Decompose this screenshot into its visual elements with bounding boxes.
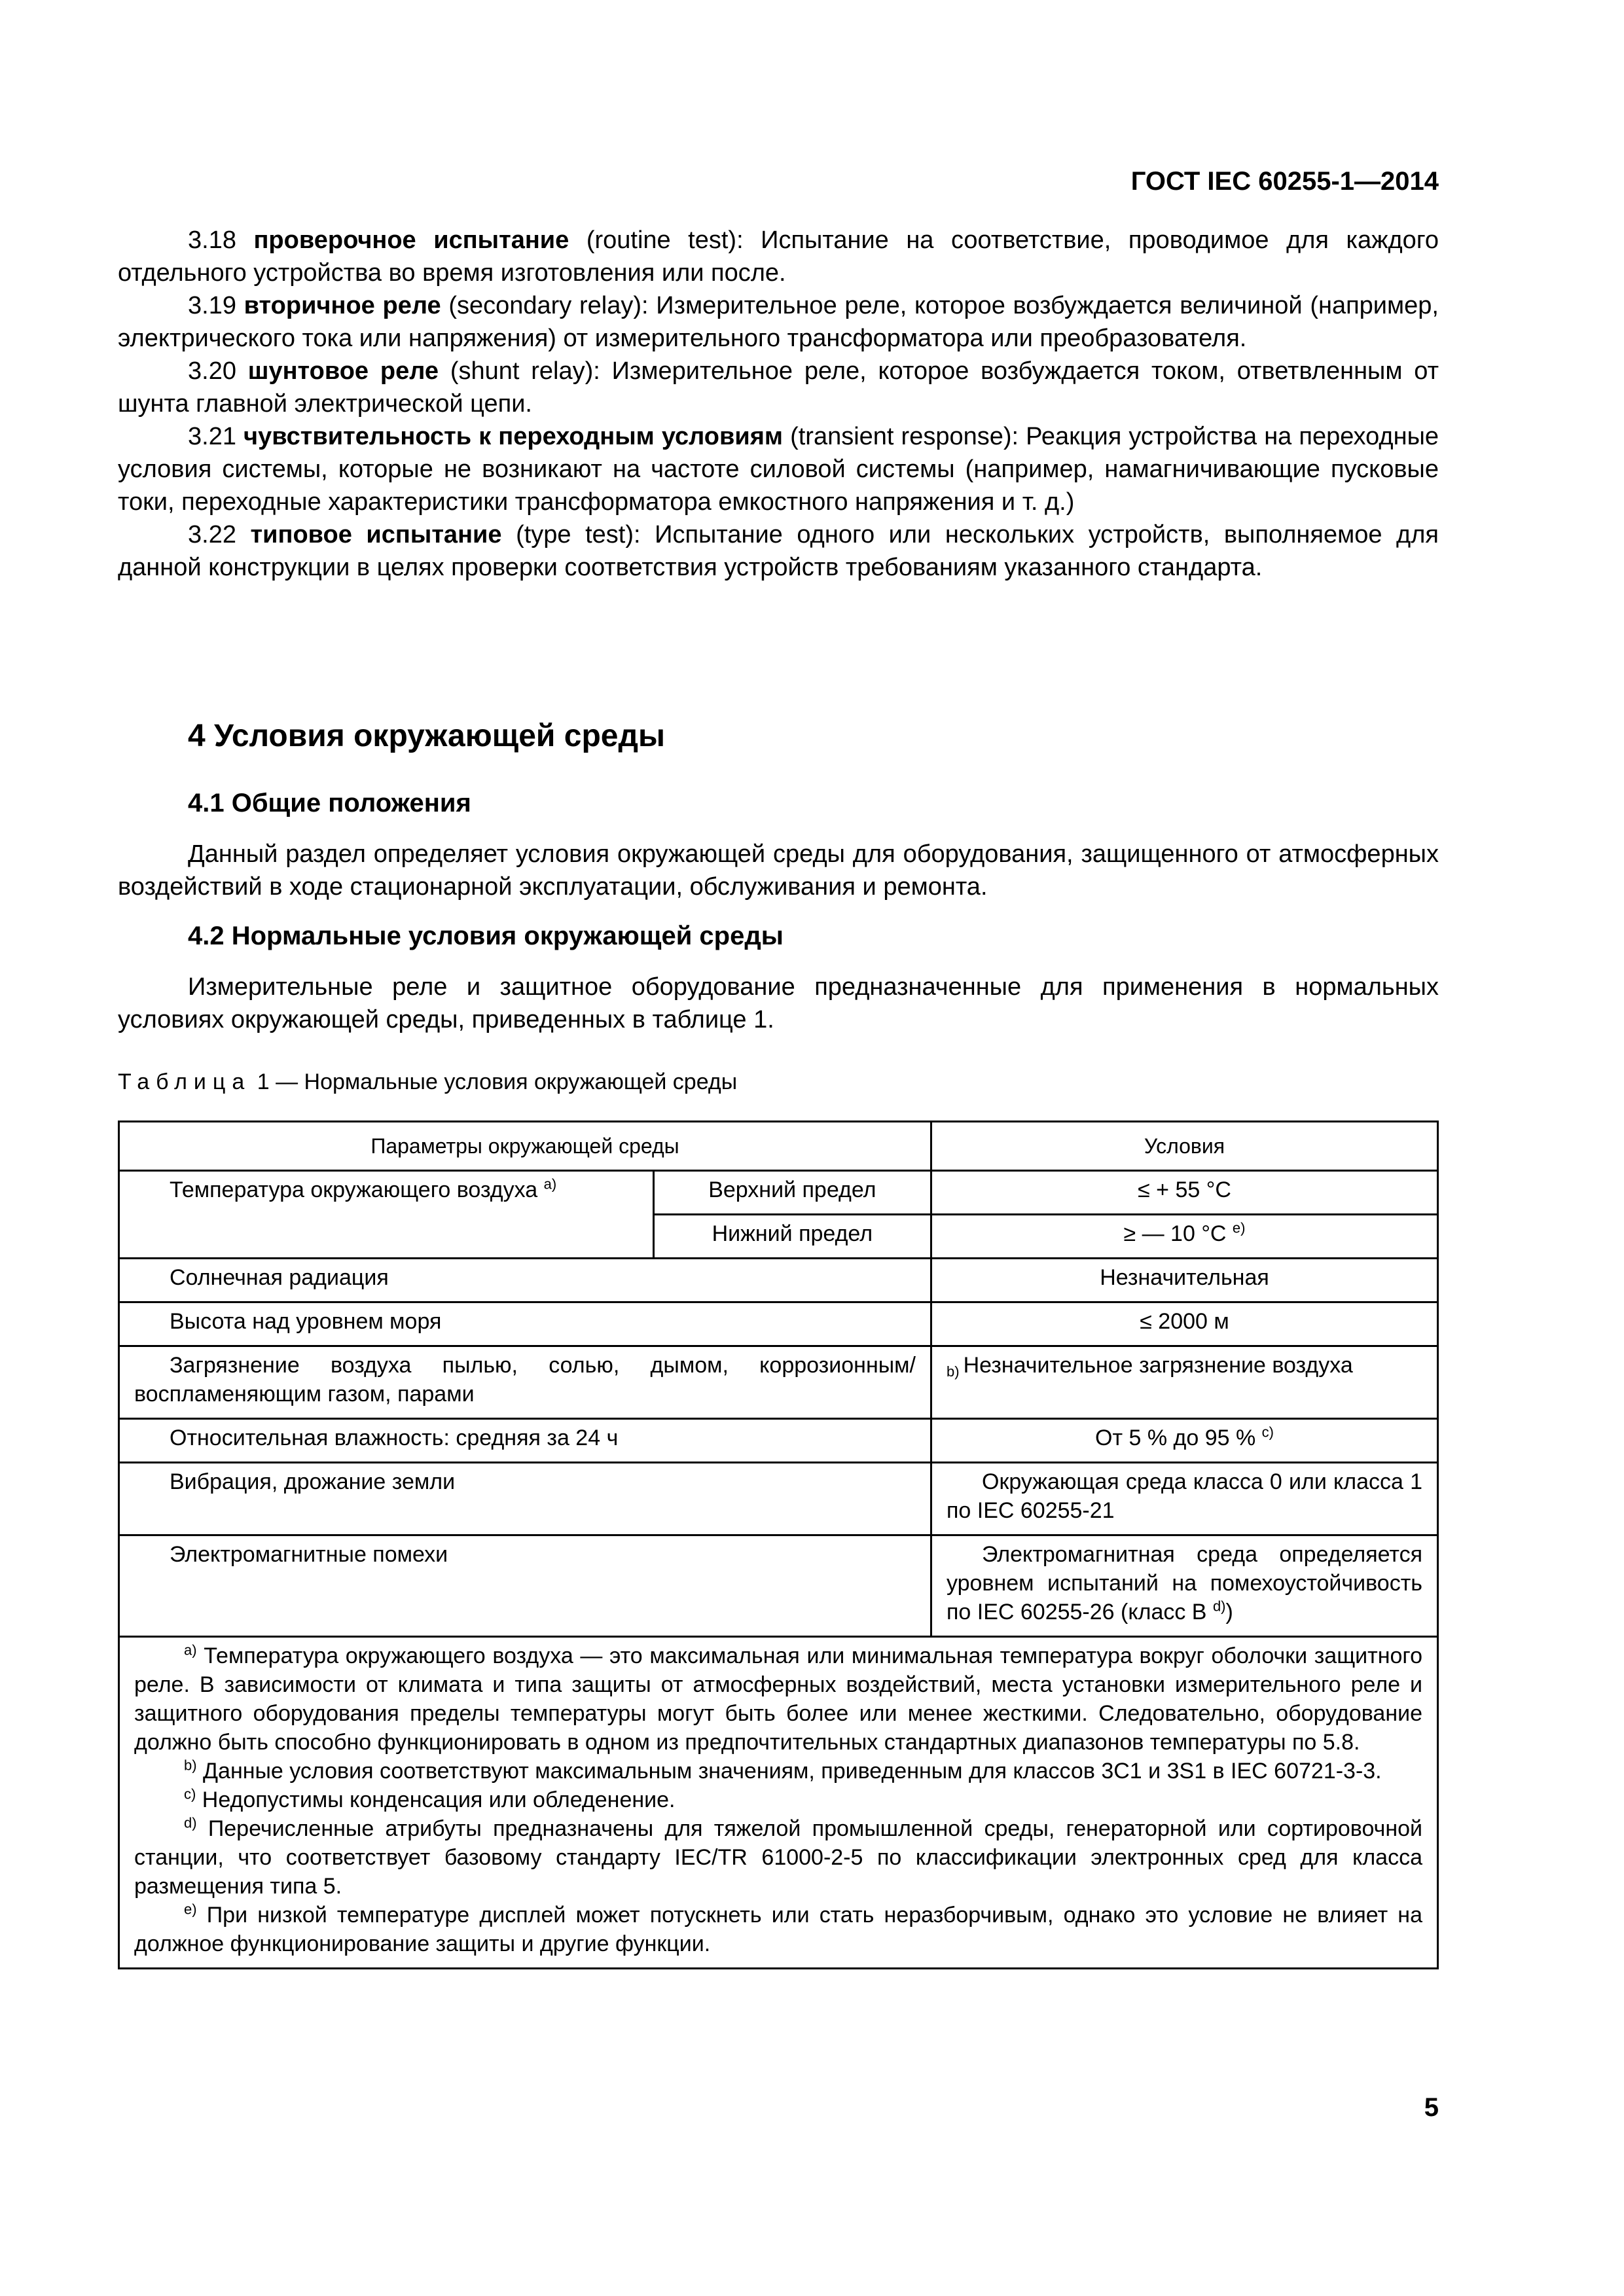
footnote-ref-e: e) — [1232, 1219, 1246, 1236]
humidity-cell — [931, 1419, 1438, 1463]
footnote-text: Температура окружающего воздуха — это максимальная или минимальная температура вокруг оболочки защитного реле. В зависимости от климата и типа защиты от атмосферных воздействий, места установки измерительного реле и защитного оборудования пределы температуры могут быть более или менее жесткими. Следовательно, оборудование должно быть способно функционировать в одном из предпочтительных стандартных диапазонов температуры по 5.8. — [134, 1643, 1422, 1755]
lower-limit-value: ≥ — 10 °С — [1123, 1221, 1227, 1246]
emi-close: ) — [1225, 1600, 1233, 1624]
humidity-value: От 5 % до 95 % — [1095, 1426, 1256, 1450]
table-row — [119, 1302, 1438, 1346]
altitude-label: Высота над уровнем моря — [119, 1302, 931, 1346]
lower-limit-cell — [931, 1215, 1438, 1259]
definition-text: : Реакция устройства на переходные условия системы, которые не возникают на частоте силовой системы (например, намагничивающие пусковые токи, переходные характеристики трансформатора емкостного напряжения и т. д.) — [118, 423, 1439, 516]
definition-number: 3.21 — [188, 423, 236, 450]
definition-3-20 — [118, 355, 1439, 420]
footnote-ref-c: c) — [1261, 1424, 1274, 1441]
definition-text: : Испытание на соответствие, проводимое для каждого отдельного устройства во время изготовления или после. — [118, 226, 1439, 287]
section-4-1-title: 4.1 Общие положения — [188, 789, 471, 817]
definition-english: (transient response) — [790, 423, 1012, 450]
footnote-ref-b: b) — [947, 1363, 960, 1380]
pollution-value: Незначительное загрязнение воздуха — [963, 1353, 1353, 1378]
environment-conditions-table — [118, 1121, 1439, 1969]
lower-limit-label: Нижний предел — [653, 1215, 931, 1259]
definition-number: 3.20 — [188, 357, 236, 385]
definition-english: (routine test) — [586, 226, 737, 254]
humidity-label: Относительная влажность: средняя за 24 ч — [119, 1419, 931, 1463]
page-number: 5 — [1424, 2093, 1439, 2122]
solar-label: Солнечная радиация — [119, 1259, 931, 1302]
footnote-text: Данные условия соответствуют максимальным значениям, приведенным для классов 3C1 и 3S1 в IEC 60721-3-3. — [196, 1759, 1382, 1784]
definition-english: (type test) — [516, 521, 634, 548]
definition-english: (shunt relay) — [450, 357, 594, 385]
definition-term: чувствительность к переходным условиям — [244, 423, 783, 450]
definition-text: : Измерительное реле, которое возбуждается током, ответвленным от шунта главной электрической цепи. — [118, 357, 1439, 418]
footnote-a — [134, 1641, 1422, 1757]
upper-limit-label: Верхний предел — [653, 1171, 931, 1215]
upper-limit-value: ≤ + 55 °С — [931, 1171, 1438, 1215]
footnote-text: Перечисленные атрибуты предназначены для тяжелой промышленной среды, генераторной или сортировочной станции, что соответствует базовому стандарту IEC/TR 61000-2-5 по классификации электронных сред для класса размещения типа 5. — [134, 1816, 1422, 1899]
footnote-mark: e) — [184, 1901, 197, 1918]
table-row — [119, 1419, 1438, 1463]
table-caption — [118, 1069, 737, 1095]
definition-term: шунтовое реле — [247, 357, 439, 385]
footnote-text: Недопустимы конденсация или обледенение. — [196, 1787, 676, 1812]
footnote-mark: d) — [184, 1814, 197, 1831]
definition-term: вторичное реле — [244, 292, 441, 319]
header-conditions: Условия — [931, 1122, 1438, 1171]
section-4-2-text: Измерительные реле и защитное оборудование предназначенные для применения в нормальных условиях окружающей среды, приведенных в таблице 1. — [118, 973, 1439, 1033]
emi-cell — [931, 1535, 1438, 1637]
temp-param-cell — [119, 1171, 654, 1259]
definitions-block — [118, 224, 1439, 584]
footnote-mark: a) — [184, 1641, 197, 1659]
document-id: ГОСТ IEC 60255-1—2014 — [1130, 167, 1439, 196]
table-row — [119, 1346, 1438, 1419]
emi-label: Электромагнитные помехи — [119, 1535, 931, 1637]
definition-english: (secondary relay) — [448, 292, 642, 319]
altitude-value: ≤ 2000 м — [931, 1302, 1438, 1346]
temp-label: Температура окружающего воздуха — [170, 1177, 538, 1202]
definition-3-22 — [118, 518, 1439, 584]
footnote-text: При низкой температуре дисплей может потускнеть или стать неразборчивым, однако это условие не влияет на должное функционирование защиты и другие функции. — [134, 1903, 1422, 1956]
table-caption-text: 1 — Нормальные условия окружающей среды — [251, 1069, 738, 1094]
definition-number: 3.18 — [188, 226, 236, 254]
section-4-title: 4 Условия окружающей среды — [188, 719, 665, 753]
definition-3-21 — [118, 420, 1439, 518]
vibration-value: Окружающая среда класса 0 или класса 1 по IEC 60255-21 — [931, 1463, 1438, 1535]
solar-value: Незначительная — [931, 1259, 1438, 1302]
section-4-1-text: Данный раздел определяет условия окружающей среды для оборудования, защищенного от атмосферных воздействий в ходе стационарной эксплуатации, обслуживания и ремонта. — [118, 840, 1439, 901]
table-row — [119, 1171, 1438, 1215]
header-parameters: Параметры окружающей среды — [119, 1122, 931, 1171]
definition-text: : Испытание одного или нескольких устройств, выполняемое для данной конструкции в целях проверки соответствия устройств требованиям указанного стандарта. — [118, 521, 1439, 581]
footnote-c — [134, 1785, 1422, 1814]
definition-3-18 — [118, 224, 1439, 289]
definition-text: : Измерительное реле, которое возбуждается величиной (например, электрического тока или напряжения) от измерительного трансформатора или преобразователя. — [118, 292, 1439, 352]
pollution-cell — [931, 1346, 1438, 1419]
definition-term: проверочное испытание — [253, 226, 569, 254]
footnote-ref-a: a) — [543, 1175, 557, 1193]
table-header-row — [119, 1122, 1438, 1171]
footnote-d — [134, 1814, 1422, 1901]
footnote-mark: c) — [184, 1785, 196, 1803]
definition-number: 3.19 — [188, 292, 236, 319]
table-notes-row — [119, 1637, 1438, 1969]
table-row — [119, 1463, 1438, 1535]
table-row — [119, 1259, 1438, 1302]
vibration-label: Вибрация, дрожание земли — [119, 1463, 931, 1535]
footnote-b — [134, 1757, 1422, 1785]
definition-number: 3.22 — [188, 521, 236, 548]
definition-3-19 — [118, 289, 1439, 355]
definition-term: типовое испытание — [250, 521, 502, 548]
pollution-label: Загрязнение воздуха пылью, солью, дымом, коррозионным/воспламеняющим газом, парами — [119, 1346, 931, 1419]
table-row — [119, 1535, 1438, 1637]
table-caption-prefix: Таблица — [118, 1069, 251, 1094]
emi-value: Электромагнитная среда определяется уровнем испытаний на помехоустойчивость по IEC 60255-26 (класс B — [947, 1542, 1422, 1624]
footnote-e — [134, 1901, 1422, 1958]
footnote-ref-d: d) — [1212, 1598, 1226, 1615]
section-4-2-title: 4.2 Нормальные условия окружающей среды — [188, 922, 784, 950]
footnote-mark: b) — [184, 1757, 197, 1774]
table-notes — [119, 1637, 1438, 1969]
